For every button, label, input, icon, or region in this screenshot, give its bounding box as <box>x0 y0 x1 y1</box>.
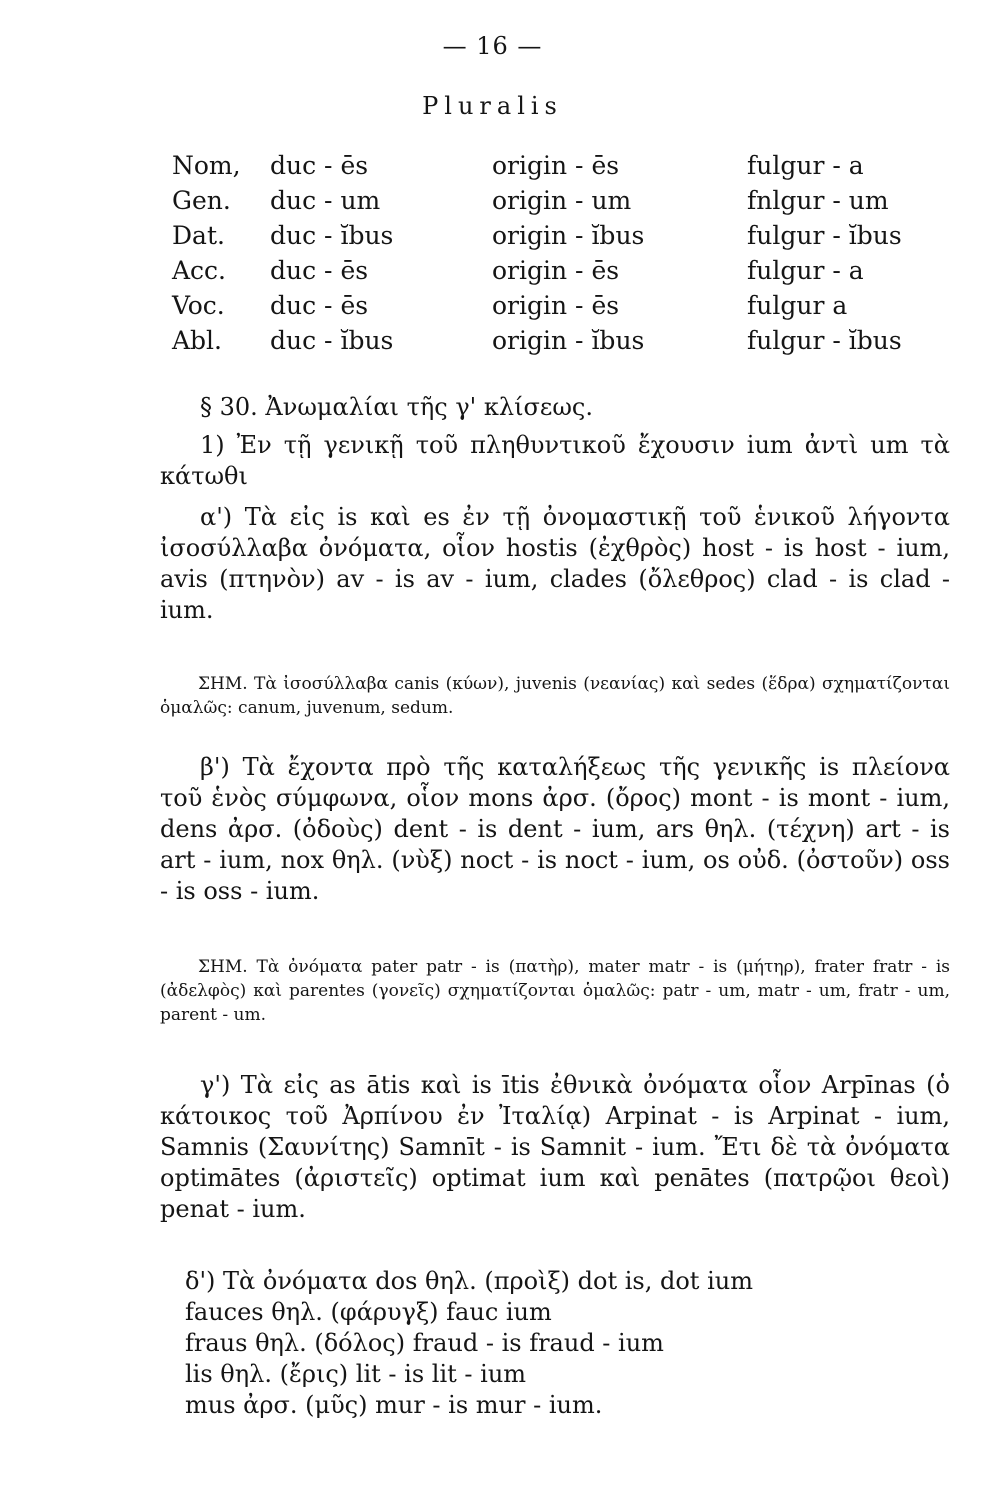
declension-form: origin - ēs <box>492 256 620 285</box>
case-label: Dat. <box>172 221 225 250</box>
delta-list <box>185 1266 945 1421</box>
list-item: fraus θηλ. (δόλος) fraud - is fraud - ium <box>185 1329 664 1357</box>
page-number: — 16 — <box>442 32 543 60</box>
declension-form: origin - ĭbus <box>492 326 645 355</box>
declension-form: fulgur - a <box>747 256 864 285</box>
declension-form: origin - um <box>492 186 632 215</box>
case-label: Acc. <box>172 256 227 285</box>
declension-form: fnlgur - um <box>747 186 889 215</box>
declension-form: fulgur - a <box>747 151 864 180</box>
paragraph-1: 1) Ἐν τῇ γενικῇ τοῦ πληθυντικοῦ ἔχουσιν ium ἀντὶ um τὰ κάτωθι <box>160 431 950 490</box>
list-item: mus ἀρσ. (μῦς) mur - is mur - ium. <box>185 1391 603 1419</box>
declension-form: fulgur - ĭbus <box>747 326 902 355</box>
declension-form: duc - ēs <box>270 291 369 320</box>
declension-form: origin - ēs <box>492 291 620 320</box>
origin-column <box>492 148 644 358</box>
paragraph-beta: β') Τὰ ἔχοντα πρὸ τῆς καταλήξεως τῆς γενικῆς is πλείονα τοῦ ἑνὸς σύμφωνα, οἷον mons ἀρσ. (ὄρος) mont - is mont - ium, dens ἀρσ. (ὀδοὺς) dent - is dent - ium, ars θηλ. (τέχνη) art - is art - ium, nox θηλ. (νὺξ) noct - is noct - ium, os οὐδ. (ὀστοῦν) oss - is oss - ium. <box>160 753 950 905</box>
declension-form: fulgur a <box>747 291 848 320</box>
declension-form: duc - um <box>270 186 381 215</box>
note-1: ΣΗΜ. Τὰ ἰσοσύλλαβα canis (κύων), juvenis (νεανίας) καὶ sedes (ἕδρα) σχηματίζονται ὁμαλῶς: canum, juvenum, sedum. <box>160 674 950 718</box>
paragraph-gamma: γ') Τὰ εἰς as ātis καὶ is ītis ἐθνικὰ ὀνόματα οἷον Arpīnas (ὁ κάτοικος τοῦ Ἀρπίνου ἐν Ἰταλίᾳ) Arpinat - is Arpinat - ium, Samnis (Σαυνίτης) Samnīt - is Samnit - ium. Ἔτι δὲ τὰ ὀνόματα optimātes (ἀριστεῖς) optimat ium καὶ penātes (πατρῷοι θεοὶ) penat - ium. <box>160 1071 950 1223</box>
declension-form: duc - ēs <box>270 256 369 285</box>
list-item: fauces θηλ. (φάρυγξ) fauc ium <box>185 1298 552 1326</box>
declension-form: origin - ĭbus <box>492 221 645 250</box>
duc-column <box>270 148 393 358</box>
declension-form: duc - ĭbus <box>270 326 394 355</box>
declension-form: duc - ēs <box>270 151 369 180</box>
declension-form: fulgur - ĭbus <box>747 221 902 250</box>
fulgur-column <box>747 148 902 358</box>
list-item: lis θηλ. (ἔρις) lit - is lit - ium <box>185 1360 527 1388</box>
declension-form: duc - ĭbus <box>270 221 394 250</box>
case-label: Voc. <box>172 291 225 320</box>
list-item: δ') Τὰ ὀνόματα dos θηλ. (προὶξ) dot is, dot ium <box>185 1267 753 1295</box>
case-label: Nom, <box>172 151 241 180</box>
case-label: Gen. <box>172 186 231 215</box>
paragraph-alpha: α') Τὰ εἰς is καὶ es ἐν τῇ ὀνομαστικῇ τοῦ ἑνικοῦ λήγοντα ἰσοσύλλαβα ὀνόματα, οἷον hostis (ἐχθρὸς) host - is host - ium, avis (πτηνὸν) av - is av - ium, clades (ὄλεθρος) clad - is clad - ium. <box>160 503 950 624</box>
section-heading-pluralis: Pluralis <box>422 92 563 120</box>
case-label: Abl. <box>172 326 222 355</box>
declension-form: origin - ēs <box>492 151 620 180</box>
case-column <box>172 148 241 358</box>
note-2: ΣΗΜ. Τὰ ὀνόματα pater patr - is (πατὴρ), mater matr - is (μήτηρ), frater fratr - is (ἀδελφὸς) καὶ parentes (γονεῖς) σχηματίζονται ὁμαλῶς: patr - um, matr - um, fratr - um, parent - um. <box>160 957 950 1025</box>
section-title: § 30. Ἀνωμαλίαι τῆς γ' κλίσεως. <box>200 393 593 421</box>
